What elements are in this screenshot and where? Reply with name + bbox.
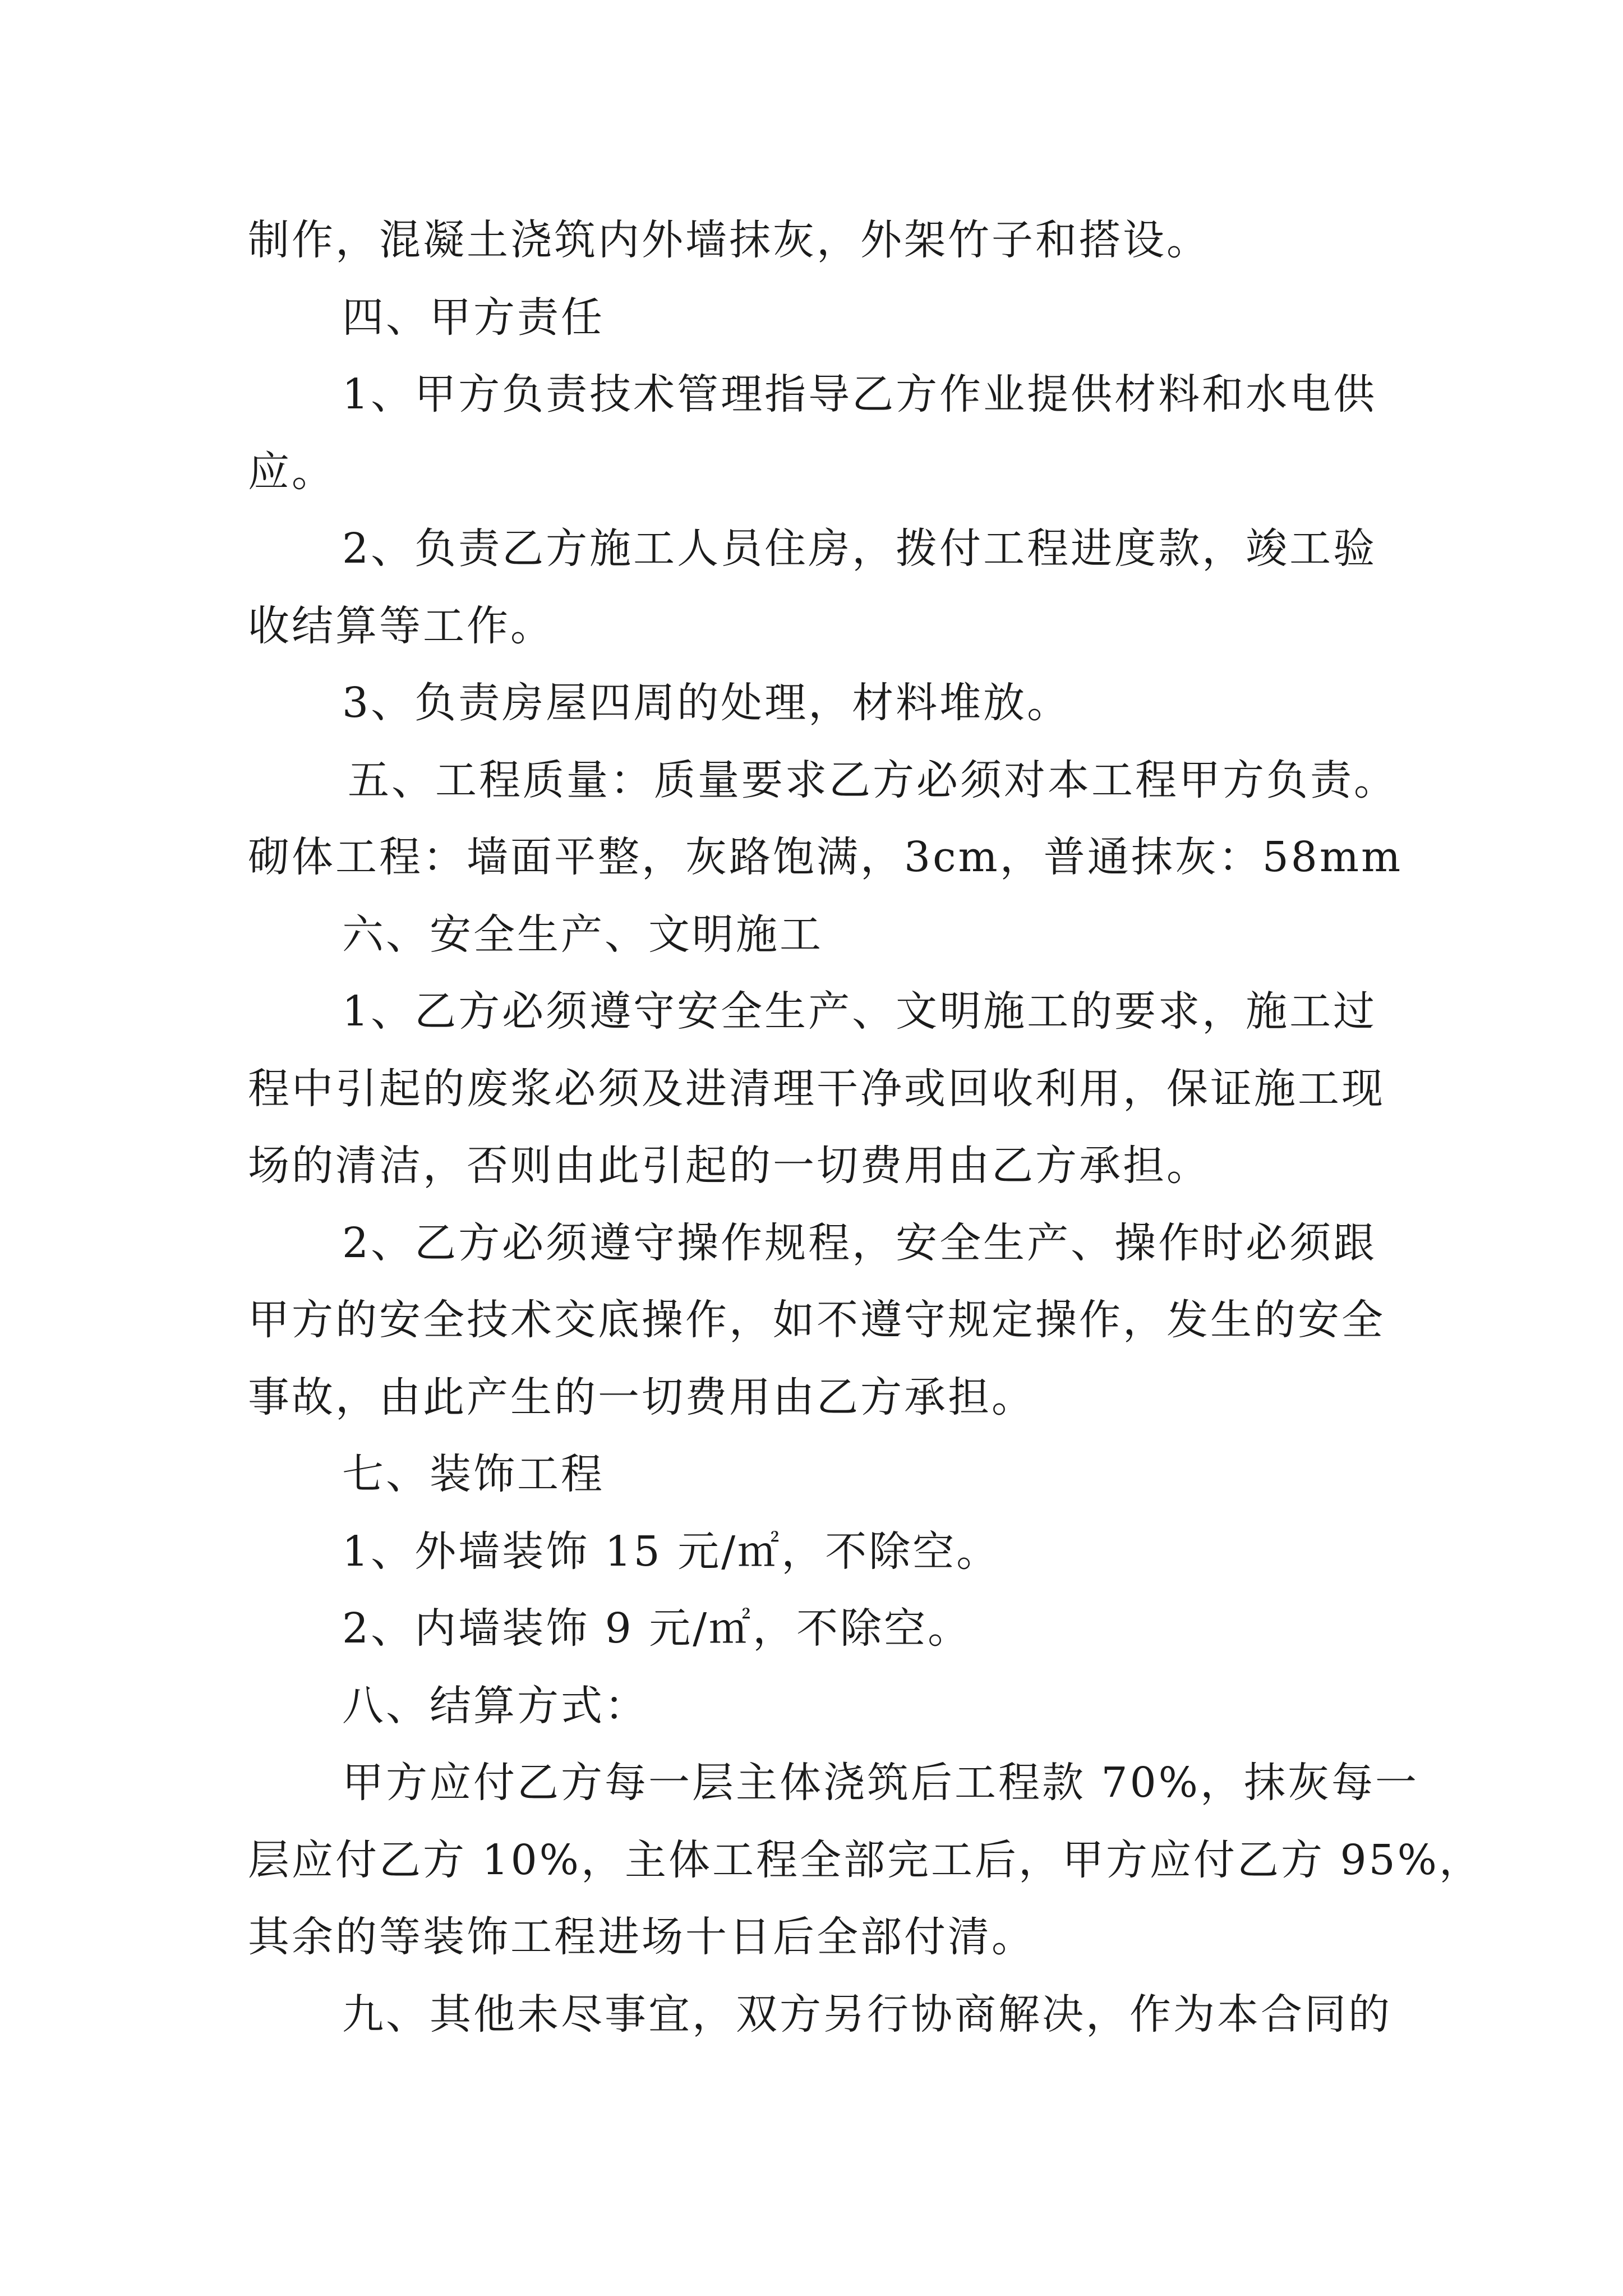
document-body [248, 202, 1482, 2053]
paragraph-line: 事故，由此产生的一切费用由乙方承担。 [248, 1373, 1035, 1421]
paragraph-line: 1、乙方必须遵守安全生产、文明施工的要求，施工过 [342, 987, 1377, 1036]
section-heading: 五、工程质量：质量要求乙方必须对本工程甲方负责。 [348, 756, 1398, 804]
paragraph-line: 层应付乙方 10%，主体工程全部完工后，甲方应付乙方 95%， [248, 1835, 1483, 1884]
section-heading: 四、甲方责任 [342, 293, 605, 342]
carryover-line: 制作，混凝土浇筑内外墙抹灰，外架竹子和搭设。 [248, 216, 1210, 264]
paragraph-line: 甲方应付乙方每一层主体浇筑后工程款 70%，抹灰每一 [342, 1759, 1419, 1807]
paragraph-line: 1、外墙装饰 15 元/㎡，不除空。 [342, 1527, 1000, 1576]
paragraph-line: 3、负责房屋四周的处理，材料堆放。 [342, 679, 1071, 727]
paragraph-line: 场的清洁，否则由此引起的一切费用由乙方承担。 [248, 1142, 1210, 1190]
section-heading: 八、结算方式： [342, 1681, 648, 1730]
paragraph-line: 2、乙方必须遵守操作规程，安全生产、操作时必须跟 [342, 1218, 1377, 1267]
paragraph-line: 1、甲方负责技术管理指导乙方作业提供材料和水电供 [342, 370, 1377, 418]
section-heading: 六、安全生产、文明施工 [342, 910, 823, 959]
paragraph-line: 程中引起的废浆必须及进清理干净或回收利用，保证施工现 [248, 1064, 1385, 1113]
paragraph-line: 收结算等工作。 [248, 601, 554, 650]
paragraph-line: 砌体工程：墙面平整，灰路饱满，3cm，普通抹灰：58mm [248, 833, 1403, 881]
paragraph-line: 其余的等装饰工程进场十日后全部付清。 [248, 1913, 1035, 1961]
paragraph-line: 甲方的安全技术交底操作，如不遵守规定操作，发生的安全 [248, 1296, 1385, 1344]
paragraph-line: 2、负责乙方施工人员住房，拨付工程进度款，竣工验 [342, 524, 1377, 573]
section-heading: 七、装饰工程 [342, 1450, 605, 1498]
paragraph-line: 2、内墙装饰 9 元/㎡，不除空。 [342, 1604, 972, 1653]
paragraph-line: 应。 [248, 447, 335, 496]
section-heading: 九、其他未尽事宜，双方另行协商解决，作为本合同的 [342, 1990, 1392, 2039]
